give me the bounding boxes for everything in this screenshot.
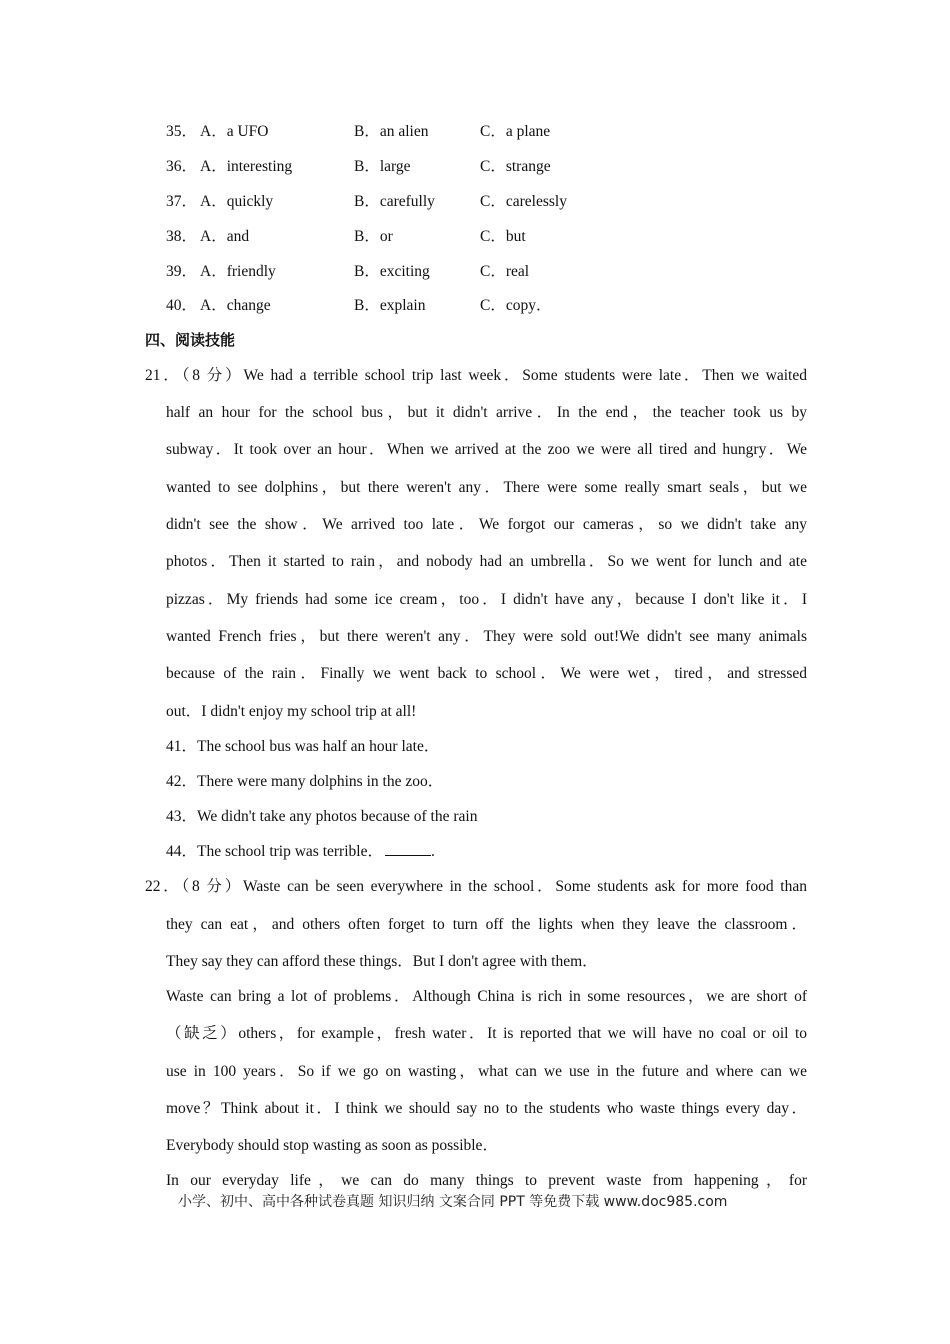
option-b: B．carefully bbox=[354, 193, 435, 210]
q22-passage-line: Everybody should stop wasting as soon as possible． bbox=[166, 1137, 498, 1154]
question-43: 43．We didn't take any photos because of the rain bbox=[166, 808, 478, 825]
option-c: C．strange bbox=[480, 158, 551, 175]
q21-passage-line: didn't see the show．We arrived too late．We forgot our cameras，so we didn't take any bbox=[166, 516, 807, 533]
q21-passage-line: wanted to see dolphins，but there weren't any．There were some really smart seals，but we bbox=[166, 479, 807, 496]
option-a: A．a UFO bbox=[200, 123, 269, 140]
question-42: 42．There were many dolphins in the zoo． bbox=[166, 773, 444, 790]
q22-passage-line: Waste can bring a lot of problems．Although China is rich in some resources，we are short of bbox=[166, 988, 807, 1005]
option-a: A．friendly bbox=[200, 263, 276, 280]
option-c: C．but bbox=[480, 228, 526, 245]
q22-heading: 22．（8 分）Waste can be seen everywhere in the school．Some students ask for more food than bbox=[145, 878, 807, 895]
option-number: 38． bbox=[166, 228, 198, 245]
question-44 bbox=[166, 839, 807, 861]
q22-passage-line: move？Think about it．I think we should say no to the students who waste things every day． bbox=[166, 1100, 807, 1117]
option-a: A．quickly bbox=[200, 193, 274, 210]
option-number: 39． bbox=[166, 263, 198, 280]
q22-passage-line: In our everyday life，we can do many things to prevent waste from happening，for bbox=[166, 1172, 807, 1189]
option-row-37 bbox=[166, 189, 626, 211]
q21-passage-line: half an hour for the school bus，but it didn't arrive．In the end，the teacher took us by bbox=[166, 404, 807, 421]
q21-passage-line: pizzas．My friends had some ice cream，too．I didn't have any，because I don't like it．I bbox=[166, 591, 807, 608]
option-number: 35． bbox=[166, 123, 198, 140]
q21-passage-line: out．I didn't enjoy my school trip at all! bbox=[166, 703, 417, 720]
q21-passage-line: wanted French fries，but there weren't any．They were sold out!We didn't see many animals bbox=[166, 628, 807, 645]
option-a: A．interesting bbox=[200, 158, 293, 175]
option-c: C．a plane bbox=[480, 123, 551, 140]
q22-passage-line: they can eat，and others often forget to turn off the lights when they leave the classroom． bbox=[166, 916, 807, 933]
option-number: 37． bbox=[166, 193, 198, 210]
q21-passage-line: subway．It took over an hour．When we arrived at the zoo we were all tired and hungry．We bbox=[166, 441, 807, 458]
answer-blank[interactable] bbox=[385, 843, 431, 856]
page-footer: 小学、初中、高中各种试卷真题 知识归纳 文案合同 PPT 等免费下载 www.doc985.com bbox=[178, 1194, 728, 1210]
q21-passage-line: because of the rain．Finally we went back to school．We were wet，tired，and stressed bbox=[166, 665, 807, 682]
option-a: A．change bbox=[200, 297, 271, 314]
option-b: B．explain bbox=[354, 297, 426, 314]
section-title: 四、阅读技能 bbox=[145, 331, 236, 349]
q21-heading: 21．（8 分）We had a terrible school trip last week．Some students were late．Then we waited bbox=[145, 367, 807, 384]
question-44-text: 44．The school trip was terrible． bbox=[166, 843, 383, 860]
q22-passage-line: （缺乏）others，for example，fresh water．It is reported that we will have no coal or oil to bbox=[166, 1025, 807, 1042]
option-row-35 bbox=[166, 119, 626, 141]
option-c: C．copy． bbox=[480, 297, 552, 314]
option-row-38 bbox=[166, 224, 626, 246]
q22-passage-line: use in 100 years．So if we go on wasting，what can we use in the future and where can we bbox=[166, 1063, 807, 1080]
q22-passage-line: They say they can afford these things．But I don't agree with them． bbox=[166, 953, 598, 970]
option-c: C．real bbox=[480, 263, 530, 280]
option-number: 36． bbox=[166, 158, 198, 175]
option-row-40 bbox=[166, 293, 626, 315]
q21-passage-line: photos．Then it started to rain，and nobody had an umbrella．So we went for lunch and ate bbox=[166, 553, 807, 570]
option-row-36 bbox=[166, 154, 626, 176]
option-b: B．an alien bbox=[354, 123, 429, 140]
option-b: B．or bbox=[354, 228, 393, 245]
question-44-end: . bbox=[430, 843, 435, 860]
option-number: 40． bbox=[166, 297, 198, 314]
option-a: A．and bbox=[200, 228, 250, 245]
option-row-39 bbox=[166, 259, 626, 281]
question-41: 41．The school bus was half an hour late． bbox=[166, 738, 440, 755]
option-b: B．large bbox=[354, 158, 411, 175]
option-b: B．exciting bbox=[354, 263, 430, 280]
option-c: C．carelessly bbox=[480, 193, 567, 210]
